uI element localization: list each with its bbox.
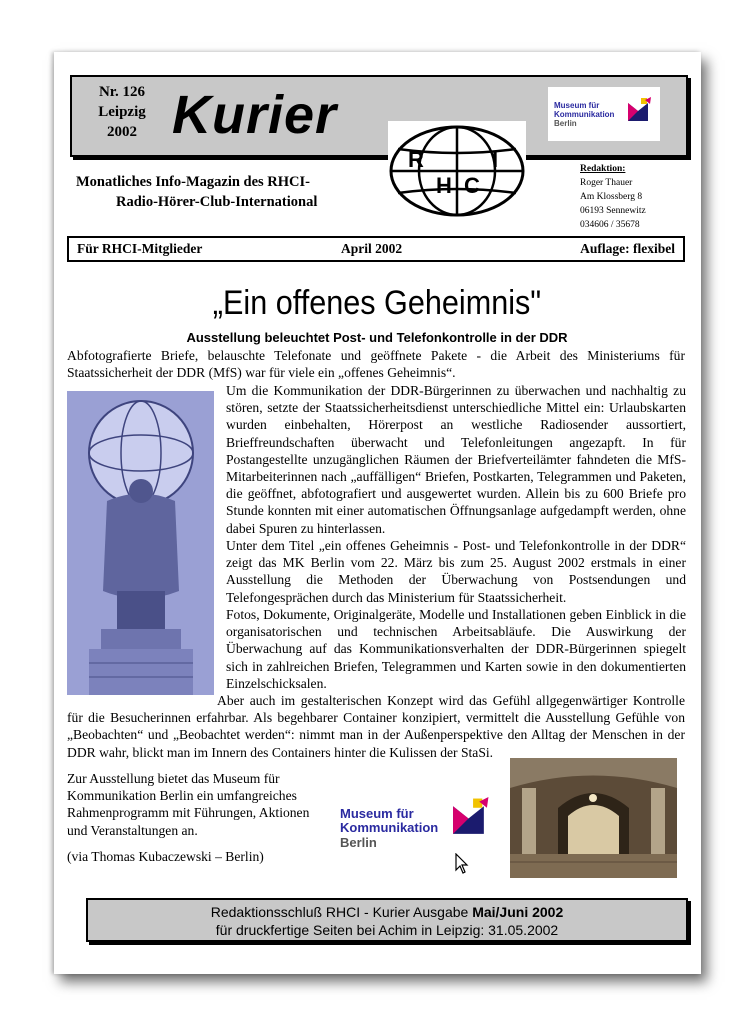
footer-line1-text: Redaktionsschluß RHCI - Kurier Ausgabe [210, 904, 473, 920]
footer-line1-issue: Mai/Juni 2002 [472, 904, 564, 920]
atlas-statue-image [67, 391, 214, 695]
museum-mark-icon [626, 97, 652, 123]
issue-year: 2002 [107, 124, 137, 140]
tagline-line2: Radio-Hörer-Club-International [116, 194, 318, 210]
globe-letter-i: I [492, 147, 499, 172]
globe-letter-r: R [408, 147, 424, 172]
article-subtitle: Ausstellung beleuchtet Post- und Telefonkontrolle in der DDR [186, 330, 568, 345]
globe-icon [388, 121, 526, 221]
museum-logo-line2: Kommunikation [554, 110, 615, 119]
footer-line2: für druckfertige Seiten bei Achim in Leipzig: 31.05.2002 [215, 922, 559, 938]
museum-logo-large-line3: Berlin [340, 835, 377, 850]
mouse-pointer-icon [455, 853, 469, 875]
deadline-footer [86, 898, 688, 942]
globe-letter-h: H [436, 173, 452, 198]
museum-mark-large-icon [450, 797, 490, 837]
issue-info [82, 82, 162, 142]
info-bar-audience: Für RHCI-Mitglieder [77, 241, 203, 256]
hall-illustration [510, 758, 677, 878]
article-para3b: Aber auch im gestalterischen Konzept wird das Gefühl allgegenwärtiger Kontrolle für die Besucherinnen erfahrbar. Als begehbarer Container konzipiert, vermittelt die Ausstellung Gefühle von „Beobachten“ und „Beobachtet werden“: nimmt man in der Außenperspektive den Alltag der Menschen in der DDR wahr, blickt man im Innern des Containers hinter die Kulissen der StaSi. [67, 693, 685, 760]
museum-logo-large [336, 795, 496, 855]
museum-logo-large-line2: Kommunikation [340, 820, 439, 835]
article-credit: (via Thomas Kubaczewski – Berlin) [67, 849, 264, 864]
museum-logo-line1: Museum für [554, 101, 600, 110]
statue-illustration [67, 391, 214, 695]
article-para2: Unter dem Titel „ein offenes Geheimnis - Post- und Telefonkontrolle in der DDR“ zeigt das MK Berlin vom 22. März bis zum 25. August 2002 erstmals in einer Ausstellung die Methoden der Überwachung von Postsendungen und Telefongesprächen durch das Ministerium für Staatssicherheit. [226, 538, 686, 605]
redaktion-city: 06193 Sennewitz [580, 206, 646, 216]
museum-hall-photo [510, 758, 677, 878]
masthead-title: Kurier [172, 85, 338, 145]
issue-number: Nr. 126 [98, 84, 146, 100]
info-bar-edition: Auflage: flexibel [580, 241, 675, 256]
info-bar [67, 236, 685, 262]
article-title: „Ein offenes Geheimnis" [212, 284, 542, 322]
redaktion-street: Am Klossberg 8 [580, 192, 643, 202]
tagline [76, 172, 376, 212]
issue-city: Leipzig [98, 104, 146, 120]
footer-line1 [88, 903, 686, 921]
globe-letter-c: C [464, 173, 480, 198]
museum-logo-large-line1: Museum für [340, 806, 414, 821]
article-para1: Um die Kommunikation der DDR-Bürgerinnen zu überwachen und nachhaltig zu stören, setzte der Staatssicherheitsdienst unterschiedliche Mittel ein: Urlaubskarten wurden einbehalten, Hörerpost an westliche Radiosender aussortiert, Brieffreundschaften überwacht und Telefonleitungen angezapft. In für Postangestellte unzugänglichen Räumen der Briefverteilämter fahndeten die MfS-Mitarbeiterinnen nach „auffälligen“ Briefen, Postkarten, Telegrammen und Paketen, die geöffnet, abfotografiert und ausgewertet wurden. Allein bis zu 600 Briefe pro Stunde konnten mit einer automatischen Öffnungsanlage aufgedampft werden, ohne dabei Spuren zu hinterlassen. [226, 383, 686, 536]
redaktion-phone: 034606 / 35678 [580, 220, 640, 230]
rhci-globe-logo [388, 121, 526, 221]
redaktion-name: Roger Thauer [580, 178, 633, 188]
info-bar-date: April 2002 [341, 241, 403, 256]
article-intro: Abfotografierte Briefe, belauschte Telefonate und geöffnete Pakete - die Arbeit des Ministeriums für Staatssicherheit der DDR (MfS) war für viele ein „offenes Geheimnis“. [67, 348, 685, 381]
museum-logo-line3: Berlin [554, 119, 577, 128]
article-para4: Zur Ausstellung bietet das Museum für Kommunikation Berlin ein umfangreiches Rahmenprogramm mit Führungen, Aktionen und Veranstaltungen an. [67, 771, 310, 838]
redaktion-block [580, 162, 690, 232]
museum-logo-small [548, 87, 660, 141]
tagline-line1: Monatliches Info-Magazin des RHCI- [76, 174, 311, 190]
article-para3a: Fotos, Dokumente, Originalgeräte, Modelle und Installationen geben Einblick in die organisatorischen und technischen Arbeitsabläufe. Die Auswirkung der Überwachung auf das Kommunikationsverhalten der DDR-Bürgerinnen spiegelt sich in zahlreichen Briefen, Telegrammen und Karten sowie in den dokumentierten Einzelschicksalen. [226, 607, 686, 691]
redaktion-heading: Redaktion: [580, 164, 626, 174]
